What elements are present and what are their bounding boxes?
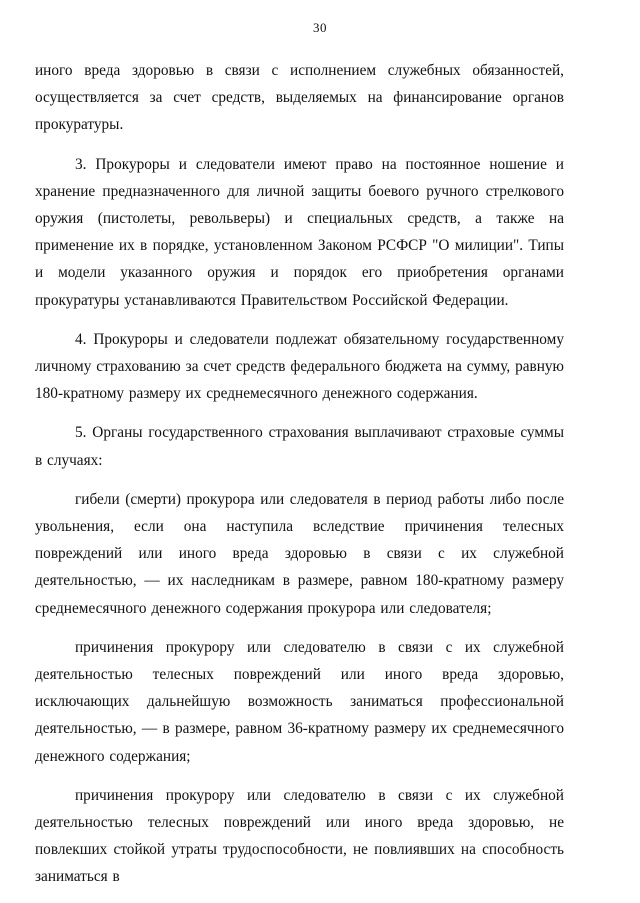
paragraph-item-4: 4. Прокуроры и следователи подлежат обязательному государственному личному страхованию за счет средств федерального бюджета на сумму, равную 180-кратному размеру их среднемесячного денежного содержания. xyxy=(35,330,564,403)
paragraph-case-disability: причинения прокурору или следователю в связи с их служебной деятельностью телесных повреждений или иного вреда здоровью, исключающих дальнейшую возможность заниматься профессиональной деятельностью, — в размере, равном 36-кратному размеру их среднемесячного денежного содержания; xyxy=(35,638,564,765)
document-body xyxy=(35,57,564,903)
paragraph-item-3: 3. Прокуроры и следователи имеют право на постоянное ношение и хранение предназначенного для личной защиты боевого ручного стрелкового оружия (пистолеты, револьверы) и специальных средств, а также на применение их в порядке, установленном Законом РСФСР "О милиции". Типы и модели указанного оружия и порядок его приобретения органами прокуратуры устанавливаются Правительством Российской Федерации. xyxy=(35,155,564,309)
paragraph-continuation: иного вреда здоровью в связи с исполнением служебных обязанностей, осуществляется за счет средств, выделяемых на финансирование органов прокуратуры. xyxy=(35,62,564,134)
paragraph-item-5: 5. Органы государственного страхования выплачивают страховые суммы в случаях: xyxy=(35,424,564,469)
paragraph-case-injury: причинения прокурору или следователю в связи с их служебной деятельностью телесных повреждений или иного вреда здоровью, не повлекших стойкой утраты трудоспособности, не повлиявших на способность заниматься в xyxy=(35,786,564,886)
paragraph-case-death: гибели (смерти) прокурора или следователя в период работы либо после увольнения, если она наступила вследствие причинения телесных повреждений или иного вреда здоровью в связи с их служебной деятельностью, — их наследникам в размере, равном 180-кратному размеру среднемесячного денежного содержания прокурора или следователя; xyxy=(35,490,564,617)
page-number: 30 xyxy=(313,20,327,35)
